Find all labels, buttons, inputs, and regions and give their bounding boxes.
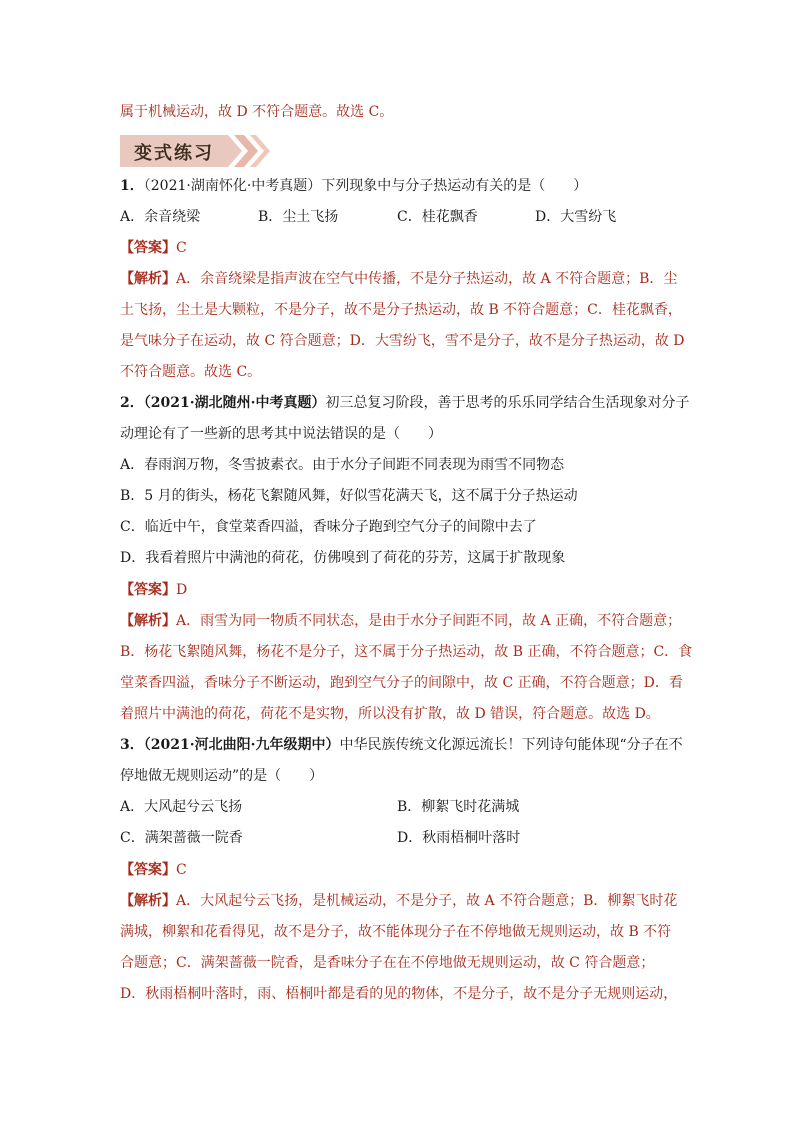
q1-answer-value: C — [176, 240, 187, 256]
q3-option-b: B．柳絮飞时花满城 — [397, 799, 520, 815]
q1-option-a: A．余音绕梁 — [120, 209, 201, 225]
q2-answer-value: D — [176, 582, 188, 598]
continuation-text: 属于机械运动，故 D 不符合题意。故选 C。 — [120, 104, 394, 120]
q1-analysis-line: 土飞扬，尘土是大颗粒，不是分子，故不是分子热运动，故 B 不符合题意；C．桂花飘香， — [120, 302, 682, 318]
q3-analysis-line: D．秋雨梧桐叶落时，雨、梧桐叶都是看的见的物体，不是分子，故不是分子无规则运动， — [120, 986, 678, 1002]
q2-option-c: C．临近中午，食堂菜香四溢，香味分子跑到空气分子的间隙中去了 — [120, 519, 537, 535]
q3-answer — [120, 860, 187, 880]
q3-analysis-text: A．大风起兮云飞扬，是机械运动，不是分子，故 A 不符合题意；B．柳絮飞时花 — [176, 893, 678, 909]
q3-option-d: D．秋雨梧桐叶落时 — [397, 830, 521, 846]
q2-analysis-text: A．雨雪为同一物质不同状态，是由于水分子间距不同，故 A 正确，不符合题意； — [176, 613, 682, 629]
section-banner — [120, 133, 270, 169]
q2-answer-tag: 【答案】 — [120, 582, 176, 598]
q1-stem-line — [120, 176, 587, 196]
q1-analysis-line: 不符合题意。故选 C。 — [120, 364, 262, 380]
q1-answer — [120, 238, 187, 258]
q2-number: 2． — [120, 395, 144, 411]
q1-source: （2021·湖南怀化·中考真题） — [143, 178, 322, 194]
q1-option-b: B．尘土飞扬 — [258, 209, 339, 225]
q2-analysis-tag: 【解析】 — [120, 613, 176, 629]
q2-analysis-line: 堂菜香四溢，香味分子不断运动，跑到空气分子的间隙中，故 C 正确，不符合题意；D．看 — [120, 675, 683, 691]
q3-analysis-tag: 【解析】 — [120, 893, 176, 909]
q2-option-b: B．5 月的街头，杨花飞絮随风舞，好似雪花满天飞，这不属于分子热运动 — [120, 488, 578, 504]
q2-stem-line — [120, 393, 689, 413]
q2-option-d: D．我看着照片中满池的荷花，仿佛嗅到了荷花的芬芳，这属于扩散现象 — [120, 550, 566, 566]
q1-analysis-tag: 【解析】 — [120, 271, 176, 287]
section-banner-label: 变式练习 — [134, 143, 214, 164]
q3-analysis-line — [120, 891, 677, 911]
q3-option-a: A．大风起兮云飞扬 — [120, 799, 243, 815]
q1-analysis-text: A．余音绕梁是指声波在空气中传播，不是分子热运动，故 A 不符合题意；B．尘 — [176, 271, 678, 287]
q3-option-c: C．满架蔷薇一院香 — [120, 830, 243, 846]
q2-stem-line: 动理论有了一些新的思考其中说法错误的是（ ） — [120, 426, 442, 442]
q2-stem: 初三总复习阶段，善于思考的乐乐同学结合生活现象对分子 — [325, 395, 690, 411]
q2-option-a: A．春雨润万物，冬雪披素衣。由于水分子间距不同表现为雨雪不同物态 — [120, 457, 565, 473]
q3-analysis-line: 满城，柳絮和花看得见，故不是分子，故不能体现分子在不停地做无规则运动，故 B 不符 — [120, 924, 672, 940]
q1-option-d: D．大雪纷飞 — [535, 209, 617, 225]
q1-answer-tag: 【答案】 — [120, 240, 176, 256]
q2-answer — [120, 580, 187, 600]
q2-source: （2021·湖北随州·中考真题） — [143, 395, 326, 411]
q2-analysis-line: B．杨花飞絮随风舞，杨花不是分子，这不属于分子热运动，故 B 正确，不符合题意；C．食 — [120, 644, 693, 660]
q3-stem-line — [120, 735, 683, 755]
q3-answer-tag: 【答案】 — [120, 862, 176, 878]
q1-stem: 下列现象中与分子热运动有关的是（ ） — [321, 178, 588, 194]
q3-stem: 中华民族传统文化源远流长！下列诗句能体现“分子在不 — [339, 737, 683, 753]
q1-analysis-line — [120, 269, 677, 289]
q1-analysis-line: 是气味分子在运动，故 C 符合题意；D．大雪纷飞，雪不是分子，故不是分子热运动，故 D — [120, 333, 685, 349]
q3-source: （2021·河北曲阳·九年级期中） — [143, 737, 340, 753]
q2-analysis-line: 着照片中满池的荷花，荷花不是实物，所以没有扩散，故 D 错误，符合题意。故选 D。 — [120, 706, 660, 722]
q2-analysis-line — [120, 611, 681, 631]
q1-option-c: C．桂花飘香 — [397, 209, 478, 225]
q3-number: 3． — [120, 737, 144, 753]
q3-analysis-line: 合题意；C．满架蔷薇一院香，是香味分子在在不停地做无规则运动，故 C 符合题意； — [120, 955, 655, 971]
q3-answer-value: C — [176, 862, 187, 878]
q3-stem-line: 停地做无规则运动”的是（ ） — [120, 768, 324, 784]
q1-number: 1． — [120, 178, 144, 194]
